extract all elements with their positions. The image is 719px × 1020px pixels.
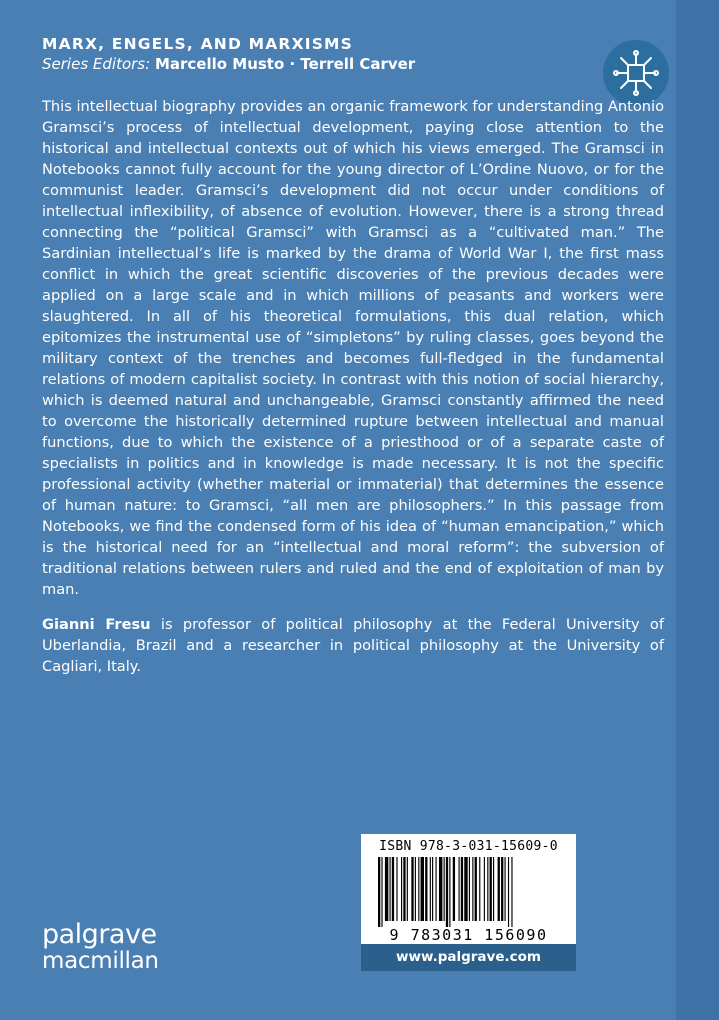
barcode-bar (436, 857, 437, 921)
series-editors (42, 54, 602, 74)
barcode-graphic (378, 857, 559, 927)
barcode-bar (469, 857, 470, 921)
author-name: Gianni Fresu (42, 616, 151, 633)
author-bio (42, 614, 664, 677)
barcode-bar (501, 857, 503, 921)
barcode-bar (390, 857, 391, 921)
barcode-bar (464, 857, 467, 921)
barcode-bar (385, 857, 388, 921)
publisher-logo (42, 921, 159, 973)
barcode-bar (401, 857, 402, 921)
barcode-bar (479, 857, 480, 921)
barcode-bar (446, 857, 448, 927)
barcode-bar (490, 857, 492, 921)
barcode-bar (459, 857, 460, 921)
barcode-bar (493, 857, 494, 921)
barcode-bar (378, 857, 380, 927)
barcode-bar (381, 857, 382, 927)
barcode-bar (411, 857, 413, 921)
barcode-bar (498, 857, 500, 921)
barcode-bar (511, 857, 512, 927)
barcode-bar (396, 857, 397, 921)
publisher-logo-line2: macmillan (42, 948, 159, 974)
barcode-bar (407, 857, 408, 921)
barcode-digits: 9 783031 156090 (389, 926, 548, 944)
barcode-bar (421, 857, 424, 921)
barcode-bar (439, 857, 442, 921)
barcode-bar (444, 857, 445, 921)
barcode-bar (505, 857, 506, 921)
barcode-bar (418, 857, 419, 921)
barcode-bar (461, 857, 463, 921)
author-bio-text: is professor of political philosophy at the Federal University of Uberlandia, Brazil and a researcher in political philosophy at the University of Cagliari, Italy. (42, 616, 664, 675)
back-cover-blurb: This intellectual biography provides an organic framework for understanding Antonio Gramsci’s process of intellectual development, paying close attention to the historical and intellectual contexts out of which his views emerged. The Gramsci in Notebooks cannot fully account for the young director of L’Ordine Nuovo, or for the communist leader. Gramsci’s development did not occur under conditions of intellectual inflexibility, of absence of evolution. However, there is a strong thread connecting the “political Gramsci” with Gramsci as a “cultivated man.” The Sardinian intellectual’s life is marked by the drama of World War I, the first mass conflict in which the great scientific discoveries of the previous decades were applied on a large scale and in which millions of peasants and workers were slaughtered. In all of his theoretical formulations, this dual relation, which epitomizes the instrumental use of “simpletons” by ruling classes, goes beyond the military context of the trenches and becomes full-fledged in the fundamental relations of modern capitalist society. In contrast with this notion of social hierarchy, which is deemed natural and unchangeable, Gramsci constantly affirmed the need to overcome the historically determined rupture between intellectual and manual functions, due to which the existence of a priesthood or of a separate caste of specialists in politics and in knowledge is made necessary. It is not the specific professional activity (whether material or immaterial) that determines the essence of human nature: to Gramsci, “all men are philosophers.” In this passage from Notebooks, we find the condensed form of his idea of “human emancipation,” which is the historical need for an “intellectual and moral reform”: the subversion of traditional relations between rulers and ruled and the end of exploitation of man by man. (42, 98, 664, 598)
barcode-bar (475, 857, 477, 921)
barcode-bar (432, 857, 433, 921)
barcode-bar (430, 857, 431, 921)
spine-strip (676, 0, 719, 1020)
series-title: MARX, ENGELS, AND MARXISMS (42, 35, 354, 53)
barcode-bar (508, 857, 509, 927)
barcode-bar (392, 857, 394, 921)
barcode-bar (425, 857, 427, 921)
publisher-url: www.palgrave.com (361, 944, 576, 971)
publisher-logo-line1: palgrave (42, 919, 157, 950)
barcode-bar (449, 857, 450, 927)
barcode-bar (484, 857, 485, 921)
barcode-bar (453, 857, 455, 921)
barcode-bar (487, 857, 488, 921)
series-editors-names: Marcello Musto · Terrell Carver (154, 55, 416, 73)
series-editors-label: Series Editors: (42, 55, 151, 73)
series-header (42, 34, 602, 74)
barcode-bar (403, 857, 405, 921)
barcode-bar (415, 857, 416, 921)
isbn-label: ISBN 978-3-031-15609-0 (379, 839, 558, 854)
barcode-bar (472, 857, 473, 921)
